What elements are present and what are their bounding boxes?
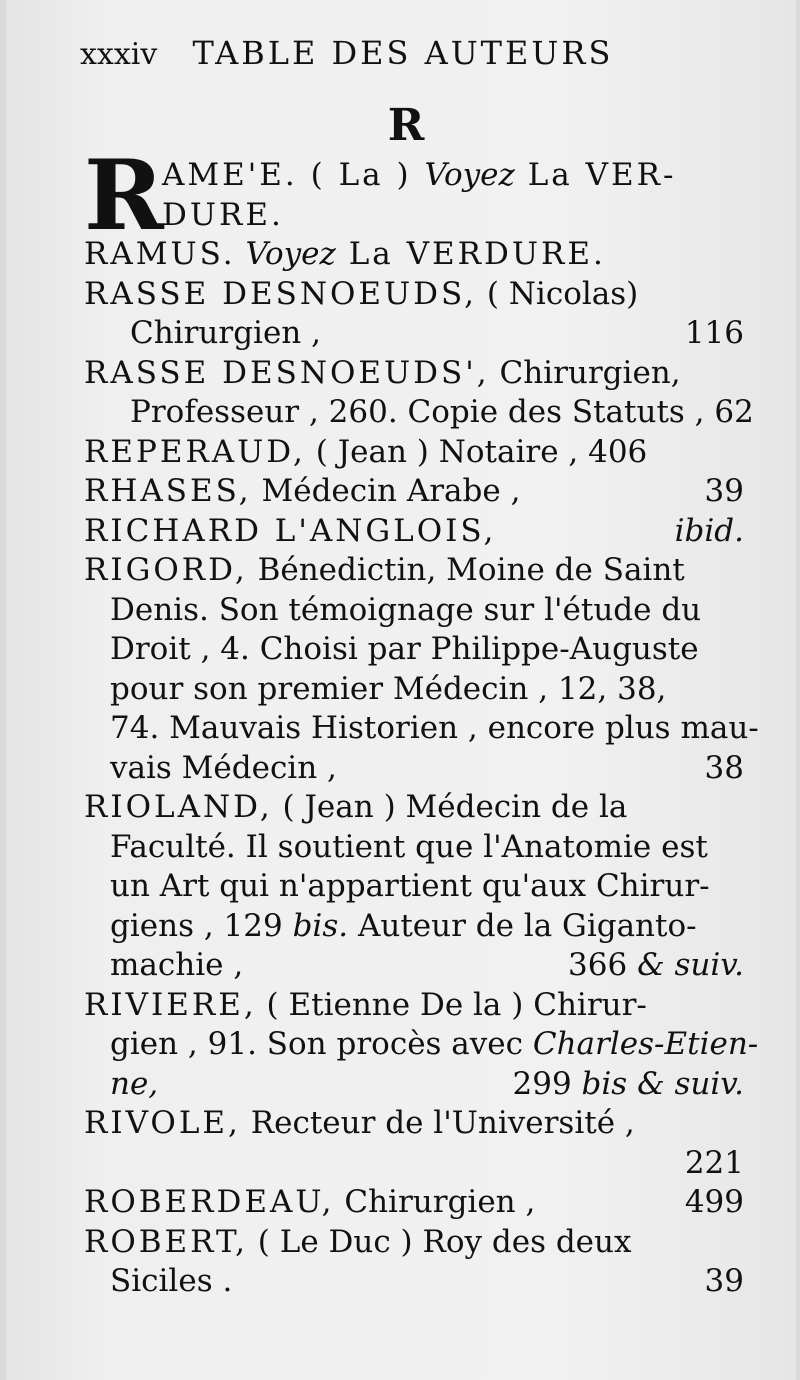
entry-rhases <box>84 472 744 512</box>
entry-text: La VER- <box>514 157 677 193</box>
entry-name: RASSE DESNOEUDS, <box>84 275 477 312</box>
entry-continuation: un Art qui n'appartient qu'aux Chirur- <box>110 868 710 904</box>
entry-continuation: Siciles . <box>110 1263 233 1299</box>
entry-continuation: Professeur , 260. Copie des Statuts , 62 <box>130 394 754 430</box>
drop-capital: R <box>84 139 164 252</box>
entry-text: ( Le Duc ) Roy des deux <box>247 1223 632 1260</box>
entry-roberdeau <box>84 1183 744 1223</box>
entry-name: REPERAUD, <box>84 433 306 470</box>
entry-italic: Voyez <box>245 236 336 272</box>
entry-italic: Voyez <box>424 157 515 193</box>
entry-name: ROBERT, <box>84 1223 248 1260</box>
page-reference: 299 <box>512 1065 582 1102</box>
entry-italic: Charles-Etien- <box>532 1026 759 1062</box>
entry-text: La VERDURE. <box>335 236 606 272</box>
entry-continuation: pour son premier Médecin , 12, 38, <box>110 670 667 707</box>
entry-name: RIVIERE, <box>84 986 257 1023</box>
page-reference: 39 <box>704 1263 744 1299</box>
entry-continuation: Denis. Son témoignage sur l'étude du <box>110 591 702 628</box>
entry-reperaud <box>84 433 744 473</box>
section-letter: R <box>387 100 425 151</box>
page-reference: 499 <box>684 1184 744 1220</box>
index-entries <box>84 139 759 1302</box>
page-reference: ibid. <box>674 512 744 549</box>
page-reference-italic: & suiv. <box>637 947 744 983</box>
entry-rivole <box>84 1104 744 1183</box>
entry-continuation: Chirurgien , <box>130 315 321 351</box>
entry-rasse-chirurgien <box>84 354 754 433</box>
entry-italic: bis. <box>292 907 349 944</box>
entry-ramee <box>84 139 744 252</box>
page-reference-italic: bis & suiv. <box>581 1065 744 1102</box>
page-folio: xxxiv <box>80 37 158 72</box>
entry-rioland <box>84 788 744 986</box>
entry-name: RICHARD L'ANGLOIS, <box>84 512 497 549</box>
entry-continuation: 74. Mauvais Historien , encore plus mau- <box>110 710 759 746</box>
entry-text: ( Jean ) Médecin de la <box>272 789 628 825</box>
running-title: TABLE DES AUTEURS <box>192 34 614 72</box>
entry-continuation: gien , 91. Son procès avec <box>110 1026 533 1062</box>
entry-name: ROBERDEAU, <box>84 1184 335 1220</box>
page-reference: 221 <box>684 1144 744 1181</box>
entry-text: Bénedictin, Moine de Saint <box>247 552 685 588</box>
entry-riviere <box>84 986 759 1105</box>
entry-name: RAMUS. <box>84 236 236 272</box>
running-header <box>80 34 760 72</box>
entry-name: RIVOLE, <box>84 1105 241 1141</box>
page-reference: 366 <box>568 947 638 983</box>
entry-ramus <box>84 235 744 275</box>
book-page <box>6 0 796 1380</box>
page-reference: 39 <box>704 473 744 509</box>
page-reference: 38 <box>704 749 744 786</box>
entry-rasse-nicolas <box>84 275 744 354</box>
entry-text: Chirurgien, <box>489 354 681 391</box>
entry-text: ( Etienne De la ) Chirur- <box>256 986 647 1023</box>
entry-name: RHASES, <box>84 473 252 509</box>
entry-continuation: ne, <box>110 1065 159 1102</box>
entry-rigord <box>84 551 759 788</box>
entry-text: ( Jean ) Notaire , 406 <box>305 433 648 470</box>
page-reference: 116 <box>684 315 744 351</box>
entry-text: AME'E. ( La ) <box>162 157 425 193</box>
entry-continuation: DURE. <box>162 196 284 233</box>
entry-name: RIGORD, <box>84 552 248 588</box>
entry-text: Chirurgien , <box>334 1184 536 1220</box>
entry-continuation: Auteur de la Giganto- <box>348 907 697 944</box>
entry-continuation: machie , <box>110 947 244 983</box>
entry-continuation: Faculté. Il soutient que l'Anatomie est <box>110 828 708 865</box>
entry-continuation: Droit , 4. Choisi par Philippe-Auguste <box>110 631 699 667</box>
entry-continuation: giens , 129 <box>110 907 293 944</box>
entry-robert <box>84 1223 744 1302</box>
entry-text: Médecin Arabe , <box>251 473 521 509</box>
entry-name: RIOLAND, <box>84 789 273 825</box>
entry-name: RASSE DESNOEUDS', <box>84 354 490 391</box>
entry-text: ( Nicolas) <box>477 275 639 312</box>
entry-richard <box>84 512 744 552</box>
entry-text: Recteur de l'Université , <box>240 1105 635 1141</box>
entry-continuation: vais Médecin , <box>110 749 337 786</box>
